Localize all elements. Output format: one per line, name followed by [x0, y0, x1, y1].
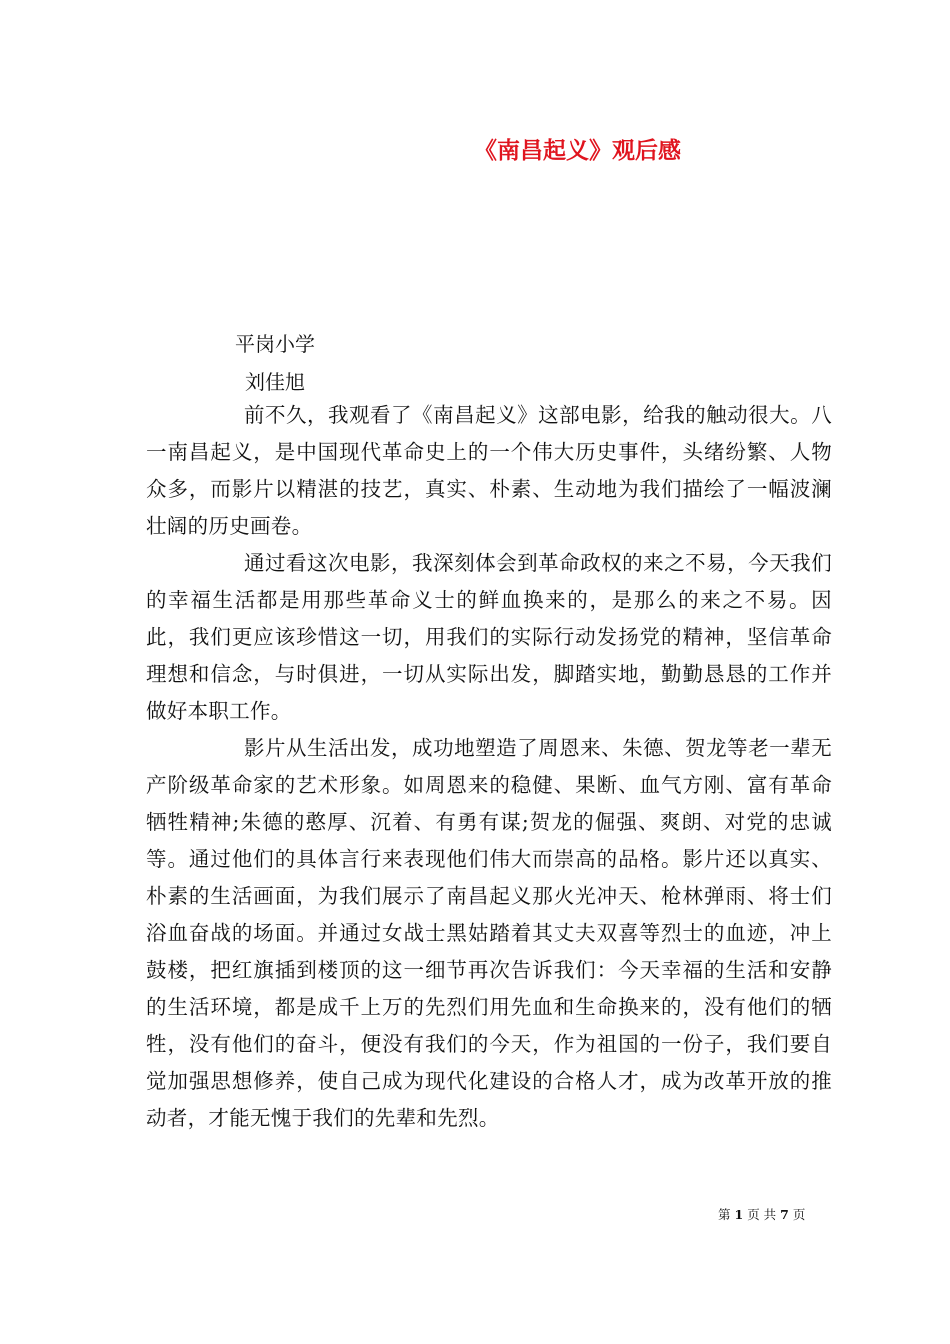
document-title: 《南昌起义》观后感: [474, 137, 681, 164]
school-name: 平岗小学: [235, 332, 315, 356]
paragraph-1: 前不久，我观看了《南昌起义》这部电影，给我的触动很大。八一南昌起义，是中国现代革命史上的一个伟大历史事件，头绪纷繁、人物众多，而影片以精湛的技艺，真实、朴素、生动地为我们描绘了一幅波澜壮阔的历史画卷。: [146, 403, 832, 538]
paragraph-2: 通过看这次电影，我深刻体会到革命政权的来之不易，今天我们的幸福生活都是用那些革命义士的鲜血换来的，是那么的来之不易。因此，我们更应该珍惜这一切，用我们的实际行动发扬党的精神，坚信革命理想和信念，与时俱进，一切从实际出发，脚踏实地，勤勤恳恳的工作并做好本职工作。: [146, 551, 832, 723]
document-body: [146, 397, 832, 1137]
page-footer: [718, 1205, 805, 1223]
paragraph-3: 影片从生活出发，成功地塑造了周恩来、朱德、贺龙等老一辈无产阶级革命家的艺术形象。如周恩来的稳健、果断、血气方刚、富有革命牺牲精神;朱德的憨厚、沉着、有勇有谋;贺龙的倔强、爽朗、对党的忠诚等。通过他们的具体言行来表现他们伟大而崇高的品格。影片还以真实、朴素的生活画面，为我们展示了南昌起义那火光冲天、枪林弹雨、将士们浴血奋战的场面。并通过女战士黑姑踏着其丈夫双喜等烈士的血迹，冲上鼓楼，把红旗插到楼顶的这一细节再次告诉我们：今天幸福的生活和安静的生活环境，都是成千上万的先烈们用先血和生命换来的，没有他们的牺牲，没有他们的奋斗，便没有我们的今天，作为祖国的一份子，我们要自觉加强思想修养，使自己成为现代化建设的合格人才，成为改革开放的推动者，才能无愧于我们的先辈和先烈。: [146, 736, 832, 1130]
footer-total-pages: 7: [780, 1207, 789, 1222]
footer-prefix: 第: [718, 1207, 731, 1222]
footer-current-page: 1: [734, 1207, 744, 1222]
footer-middle: 页 共: [747, 1207, 777, 1222]
footer-suffix: 页: [792, 1207, 806, 1222]
author-name: 刘佳旭: [245, 370, 305, 394]
